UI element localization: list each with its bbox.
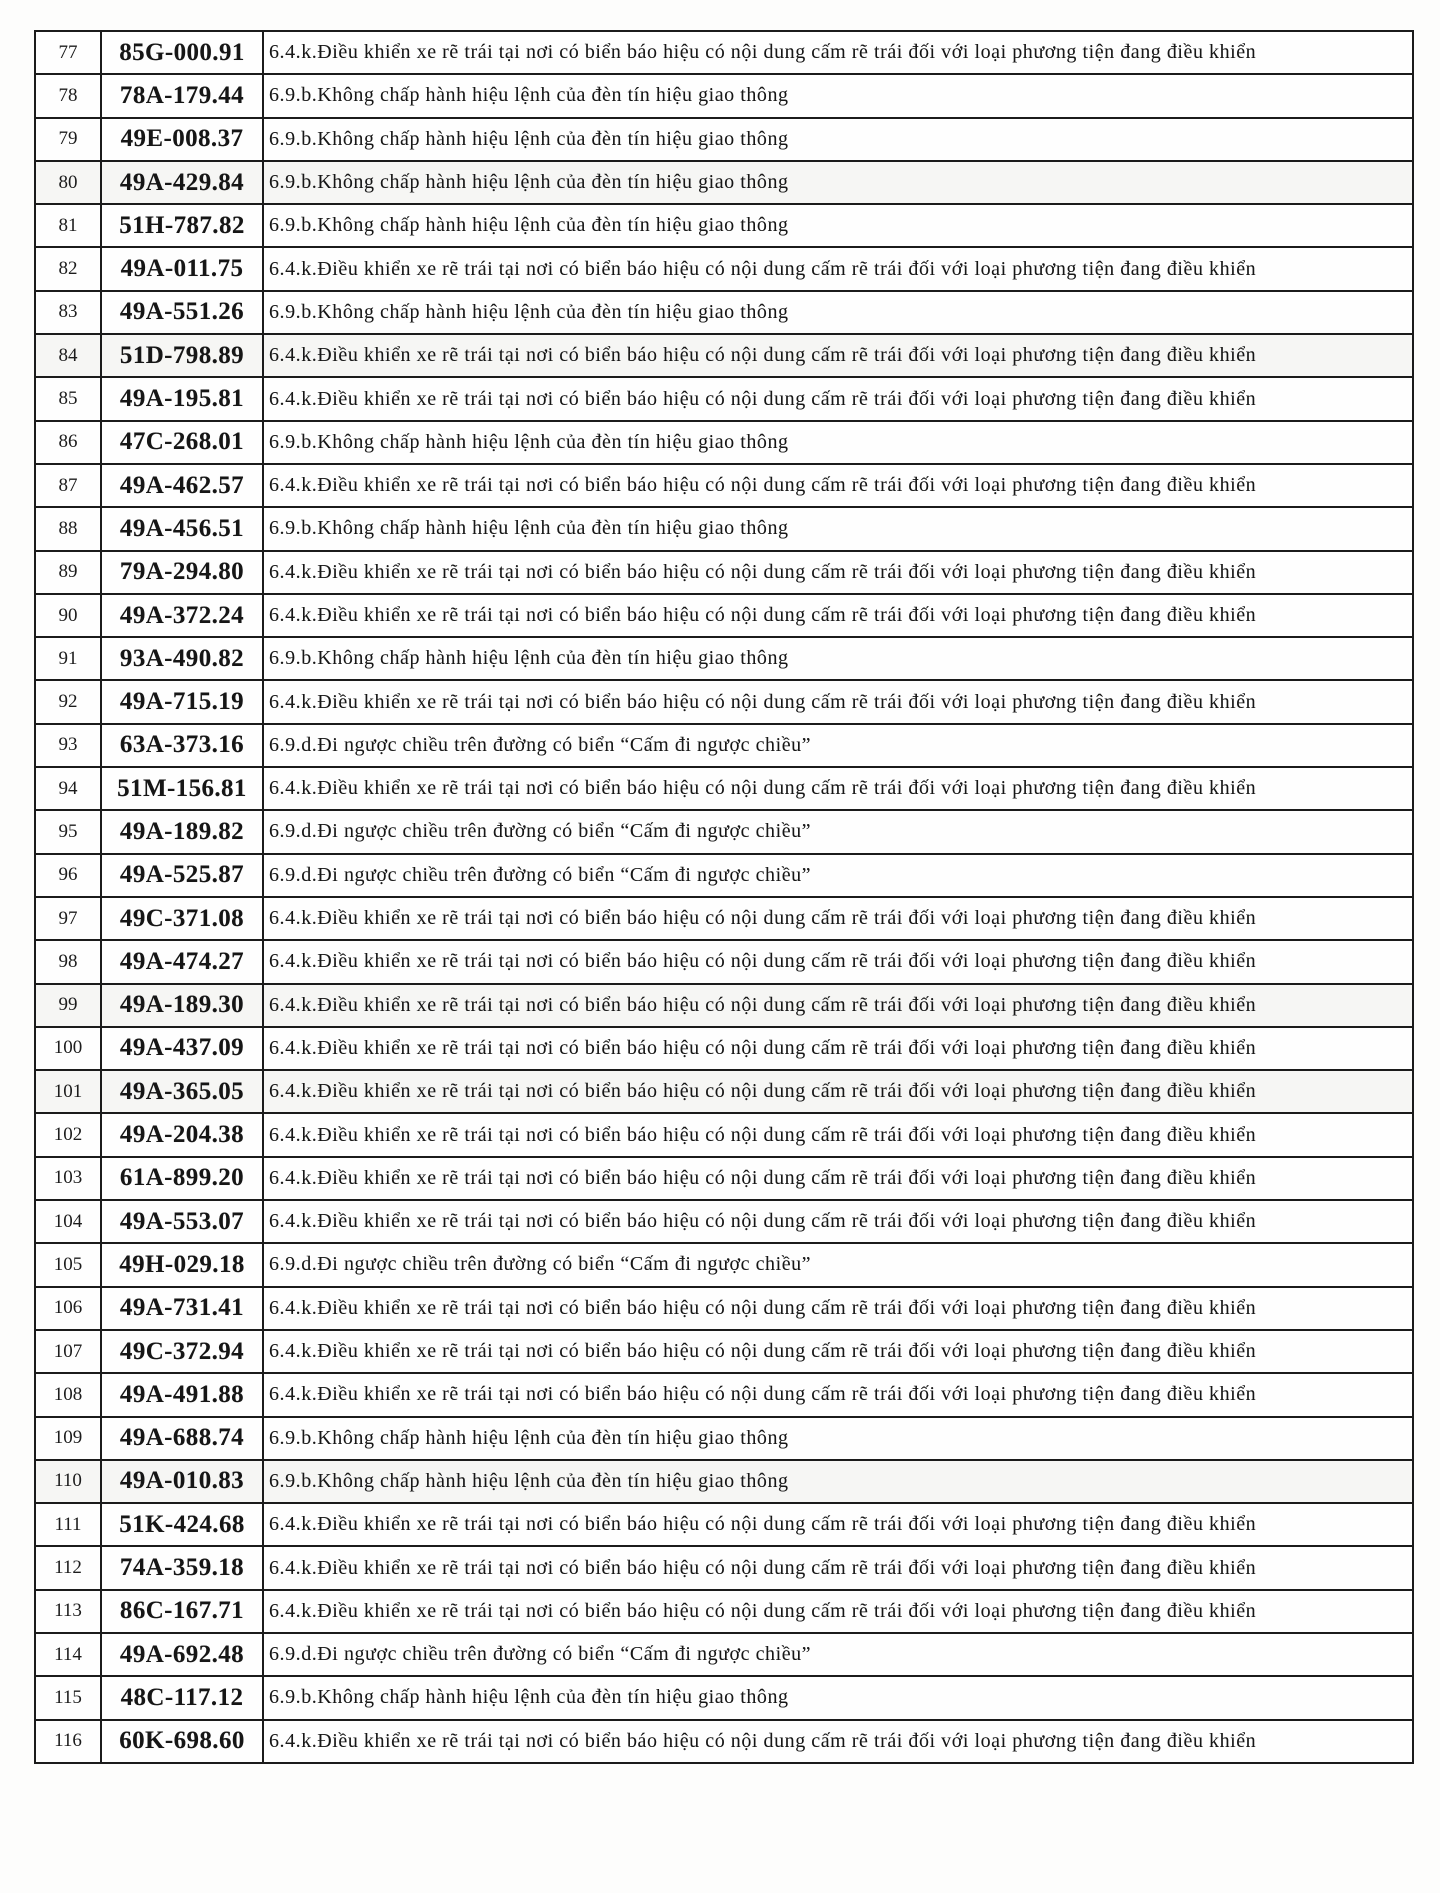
violation-description: 6.4.k.Điều khiển xe rẽ trái tại nơi có biển báo hiệu có nội dung cấm rẽ trái đối với loại phương tiện đang điều khiển <box>263 1590 1413 1633</box>
violation-description: 6.4.k.Điều khiển xe rẽ trái tại nơi có biển báo hiệu có nội dung cấm rẽ trái đối với loại phương tiện đang điều khiển <box>263 377 1413 420</box>
table-row <box>35 1157 1413 1200</box>
row-number: 90 <box>35 594 101 637</box>
table-row <box>35 291 1413 334</box>
violation-description: 6.4.k.Điều khiển xe rẽ trái tại nơi có biển báo hiệu có nội dung cấm rẽ trái đối với loại phương tiện đang điều khiển <box>263 594 1413 637</box>
violation-description: 6.4.k.Điều khiển xe rẽ trái tại nơi có biển báo hiệu có nội dung cấm rẽ trái đối với loại phương tiện đang điều khiển <box>263 897 1413 940</box>
license-plate: 79A-294.80 <box>101 551 263 594</box>
violation-description: 6.4.k.Điều khiển xe rẽ trái tại nơi có biển báo hiệu có nội dung cấm rẽ trái đối với loại phương tiện đang điều khiển <box>263 551 1413 594</box>
table-row <box>35 1070 1413 1113</box>
row-number: 82 <box>35 247 101 290</box>
violation-description: 6.9.d.Đi ngược chiều trên đường có biển “Cấm đi ngược chiều” <box>263 724 1413 767</box>
violation-description: 6.4.k.Điều khiển xe rẽ trái tại nơi có biển báo hiệu có nội dung cấm rẽ trái đối với loại phương tiện đang điều khiển <box>263 1503 1413 1546</box>
violation-description: 6.4.k.Điều khiển xe rẽ trái tại nơi có biển báo hiệu có nội dung cấm rẽ trái đối với loại phương tiện đang điều khiển <box>263 464 1413 507</box>
table-row <box>35 680 1413 723</box>
table-row <box>35 637 1413 680</box>
table-row <box>35 377 1413 420</box>
row-number: 97 <box>35 897 101 940</box>
table-row <box>35 1417 1413 1460</box>
license-plate: 49A-372.24 <box>101 594 263 637</box>
license-plate: 49A-553.07 <box>101 1200 263 1243</box>
table-row <box>35 1633 1413 1676</box>
table-row <box>35 1590 1413 1633</box>
table-row <box>35 854 1413 897</box>
table-row <box>35 74 1413 117</box>
license-plate: 47C-268.01 <box>101 421 263 464</box>
row-number: 86 <box>35 421 101 464</box>
table-row <box>35 204 1413 247</box>
row-number: 104 <box>35 1200 101 1243</box>
violation-description: 6.9.b.Không chấp hành hiệu lệnh của đèn tín hiệu giao thông <box>263 1460 1413 1503</box>
table-row <box>35 1720 1413 1763</box>
table-row <box>35 421 1413 464</box>
row-number: 114 <box>35 1633 101 1676</box>
license-plate: 49A-551.26 <box>101 291 263 334</box>
row-number: 88 <box>35 507 101 550</box>
violation-description: 6.9.b.Không chấp hành hiệu lệnh của đèn tín hiệu giao thông <box>263 421 1413 464</box>
license-plate: 49C-371.08 <box>101 897 263 940</box>
table-row <box>35 507 1413 550</box>
row-number: 108 <box>35 1373 101 1416</box>
violation-description: 6.4.k.Điều khiển xe rẽ trái tại nơi có biển báo hiệu có nội dung cấm rẽ trái đối với loại phương tiện đang điều khiển <box>263 31 1413 74</box>
row-number: 113 <box>35 1590 101 1633</box>
row-number: 101 <box>35 1070 101 1113</box>
violation-description: 6.9.b.Không chấp hành hiệu lệnh của đèn tín hiệu giao thông <box>263 161 1413 204</box>
row-number: 105 <box>35 1243 101 1286</box>
violation-description: 6.4.k.Điều khiển xe rẽ trái tại nơi có biển báo hiệu có nội dung cấm rẽ trái đối với loại phương tiện đang điều khiển <box>263 984 1413 1027</box>
row-number: 80 <box>35 161 101 204</box>
table-row <box>35 940 1413 983</box>
row-number: 83 <box>35 291 101 334</box>
violation-description: 6.9.d.Đi ngược chiều trên đường có biển “Cấm đi ngược chiều” <box>263 810 1413 853</box>
violation-description: 6.9.b.Không chấp hành hiệu lệnh của đèn tín hiệu giao thông <box>263 291 1413 334</box>
row-number: 84 <box>35 334 101 377</box>
table-row <box>35 594 1413 637</box>
license-plate: 49H-029.18 <box>101 1243 263 1286</box>
license-plate: 48C-117.12 <box>101 1676 263 1719</box>
license-plate: 49A-429.84 <box>101 161 263 204</box>
row-number: 110 <box>35 1460 101 1503</box>
table-row <box>35 897 1413 940</box>
violation-description: 6.9.d.Đi ngược chiều trên đường có biển “Cấm đi ngược chiều” <box>263 854 1413 897</box>
row-number: 109 <box>35 1417 101 1460</box>
license-plate: 49A-491.88 <box>101 1373 263 1416</box>
violation-description: 6.9.b.Không chấp hành hiệu lệnh của đèn tín hiệu giao thông <box>263 1417 1413 1460</box>
violation-description: 6.4.k.Điều khiển xe rẽ trái tại nơi có biển báo hiệu có nội dung cấm rẽ trái đối với loại phương tiện đang điều khiển <box>263 940 1413 983</box>
license-plate: 49A-204.38 <box>101 1113 263 1156</box>
row-number: 95 <box>35 810 101 853</box>
row-number: 98 <box>35 940 101 983</box>
violation-description: 6.4.k.Điều khiển xe rẽ trái tại nơi có biển báo hiệu có nội dung cấm rẽ trái đối với loại phương tiện đang điều khiển <box>263 334 1413 377</box>
row-number: 87 <box>35 464 101 507</box>
table-row <box>35 161 1413 204</box>
row-number: 96 <box>35 854 101 897</box>
table-row <box>35 984 1413 1027</box>
table-row <box>35 1243 1413 1286</box>
row-number: 106 <box>35 1287 101 1330</box>
table-row <box>35 31 1413 74</box>
license-plate: 49A-692.48 <box>101 1633 263 1676</box>
license-plate: 61A-899.20 <box>101 1157 263 1200</box>
violation-description: 6.4.k.Điều khiển xe rẽ trái tại nơi có biển báo hiệu có nội dung cấm rẽ trái đối với loại phương tiện đang điều khiển <box>263 1157 1413 1200</box>
table-row <box>35 1200 1413 1243</box>
license-plate: 78A-179.44 <box>101 74 263 117</box>
license-plate: 49C-372.94 <box>101 1330 263 1373</box>
table-row <box>35 551 1413 594</box>
table-row <box>35 464 1413 507</box>
license-plate: 49A-011.75 <box>101 247 263 290</box>
license-plate: 63A-373.16 <box>101 724 263 767</box>
license-plate: 49A-731.41 <box>101 1287 263 1330</box>
row-number: 79 <box>35 118 101 161</box>
table-row <box>35 1373 1413 1416</box>
row-number: 102 <box>35 1113 101 1156</box>
row-number: 100 <box>35 1027 101 1070</box>
table-row <box>35 1027 1413 1070</box>
violation-description: 6.9.b.Không chấp hành hiệu lệnh của đèn tín hiệu giao thông <box>263 204 1413 247</box>
table-row <box>35 767 1413 810</box>
license-plate: 93A-490.82 <box>101 637 263 680</box>
row-number: 78 <box>35 74 101 117</box>
table-row <box>35 1330 1413 1373</box>
license-plate: 86C-167.71 <box>101 1590 263 1633</box>
row-number: 111 <box>35 1503 101 1546</box>
license-plate: 49A-010.83 <box>101 1460 263 1503</box>
license-plate: 49E-008.37 <box>101 118 263 161</box>
table-row <box>35 810 1413 853</box>
table-row <box>35 724 1413 767</box>
license-plate: 51D-798.89 <box>101 334 263 377</box>
license-plate: 49A-462.57 <box>101 464 263 507</box>
violation-description: 6.4.k.Điều khiển xe rẽ trái tại nơi có biển báo hiệu có nội dung cấm rẽ trái đối với loại phương tiện đang điều khiển <box>263 1070 1413 1113</box>
row-number: 115 <box>35 1676 101 1719</box>
row-number: 77 <box>35 31 101 74</box>
violation-description: 6.4.k.Điều khiển xe rẽ trái tại nơi có biển báo hiệu có nội dung cấm rẽ trái đối với loại phương tiện đang điều khiển <box>263 1373 1413 1416</box>
row-number: 89 <box>35 551 101 594</box>
license-plate: 85G-000.91 <box>101 31 263 74</box>
violation-description: 6.9.d.Đi ngược chiều trên đường có biển “Cấm đi ngược chiều” <box>263 1633 1413 1676</box>
row-number: 92 <box>35 680 101 723</box>
violation-description: 6.4.k.Điều khiển xe rẽ trái tại nơi có biển báo hiệu có nội dung cấm rẽ trái đối với loại phương tiện đang điều khiển <box>263 1546 1413 1589</box>
row-number: 85 <box>35 377 101 420</box>
violation-description: 6.4.k.Điều khiển xe rẽ trái tại nơi có biển báo hiệu có nội dung cấm rẽ trái đối với loại phương tiện đang điều khiển <box>263 767 1413 810</box>
row-number: 103 <box>35 1157 101 1200</box>
violation-description: 6.4.k.Điều khiển xe rẽ trái tại nơi có biển báo hiệu có nội dung cấm rẽ trái đối với loại phương tiện đang điều khiển <box>263 1330 1413 1373</box>
license-plate: 49A-525.87 <box>101 854 263 897</box>
license-plate: 51H-787.82 <box>101 204 263 247</box>
license-plate: 51K-424.68 <box>101 1503 263 1546</box>
violation-description: 6.4.k.Điều khiển xe rẽ trái tại nơi có biển báo hiệu có nội dung cấm rẽ trái đối với loại phương tiện đang điều khiển <box>263 1200 1413 1243</box>
violation-description: 6.4.k.Điều khiển xe rẽ trái tại nơi có biển báo hiệu có nội dung cấm rẽ trái đối với loại phương tiện đang điều khiển <box>263 1720 1413 1763</box>
violation-table <box>34 30 1414 1764</box>
license-plate: 49A-715.19 <box>101 680 263 723</box>
violation-description: 6.4.k.Điều khiển xe rẽ trái tại nơi có biển báo hiệu có nội dung cấm rẽ trái đối với loại phương tiện đang điều khiển <box>263 680 1413 723</box>
violation-table-body <box>35 31 1413 1763</box>
row-number: 94 <box>35 767 101 810</box>
license-plate: 49A-189.82 <box>101 810 263 853</box>
row-number: 91 <box>35 637 101 680</box>
table-row <box>35 1287 1413 1330</box>
violation-description: 6.4.k.Điều khiển xe rẽ trái tại nơi có biển báo hiệu có nội dung cấm rẽ trái đối với loại phương tiện đang điều khiển <box>263 1027 1413 1070</box>
violation-description: 6.9.b.Không chấp hành hiệu lệnh của đèn tín hiệu giao thông <box>263 74 1413 117</box>
license-plate: 49A-437.09 <box>101 1027 263 1070</box>
license-plate: 49A-195.81 <box>101 377 263 420</box>
license-plate: 60K-698.60 <box>101 1720 263 1763</box>
row-number: 99 <box>35 984 101 1027</box>
violation-description: 6.4.k.Điều khiển xe rẽ trái tại nơi có biển báo hiệu có nội dung cấm rẽ trái đối với loại phương tiện đang điều khiển <box>263 1287 1413 1330</box>
row-number: 93 <box>35 724 101 767</box>
table-row <box>35 1460 1413 1503</box>
table-row <box>35 1546 1413 1589</box>
license-plate: 74A-359.18 <box>101 1546 263 1589</box>
violation-description: 6.9.b.Không chấp hành hiệu lệnh của đèn tín hiệu giao thông <box>263 1676 1413 1719</box>
table-row <box>35 1503 1413 1546</box>
license-plate: 49A-474.27 <box>101 940 263 983</box>
violation-description: 6.9.b.Không chấp hành hiệu lệnh của đèn tín hiệu giao thông <box>263 118 1413 161</box>
row-number: 116 <box>35 1720 101 1763</box>
violation-description: 6.4.k.Điều khiển xe rẽ trái tại nơi có biển báo hiệu có nội dung cấm rẽ trái đối với loại phương tiện đang điều khiển <box>263 1113 1413 1156</box>
table-row <box>35 1113 1413 1156</box>
row-number: 81 <box>35 204 101 247</box>
violation-description: 6.9.d.Đi ngược chiều trên đường có biển “Cấm đi ngược chiều” <box>263 1243 1413 1286</box>
violation-description: 6.9.b.Không chấp hành hiệu lệnh của đèn tín hiệu giao thông <box>263 507 1413 550</box>
row-number: 112 <box>35 1546 101 1589</box>
table-row <box>35 334 1413 377</box>
table-row <box>35 1676 1413 1719</box>
row-number: 107 <box>35 1330 101 1373</box>
license-plate: 49A-189.30 <box>101 984 263 1027</box>
violation-description: 6.9.b.Không chấp hành hiệu lệnh của đèn tín hiệu giao thông <box>263 637 1413 680</box>
table-row <box>35 118 1413 161</box>
license-plate: 49A-365.05 <box>101 1070 263 1113</box>
table-row <box>35 247 1413 290</box>
license-plate: 49A-456.51 <box>101 507 263 550</box>
license-plate: 49A-688.74 <box>101 1417 263 1460</box>
license-plate: 51M-156.81 <box>101 767 263 810</box>
violation-description: 6.4.k.Điều khiển xe rẽ trái tại nơi có biển báo hiệu có nội dung cấm rẽ trái đối với loại phương tiện đang điều khiển <box>263 247 1413 290</box>
